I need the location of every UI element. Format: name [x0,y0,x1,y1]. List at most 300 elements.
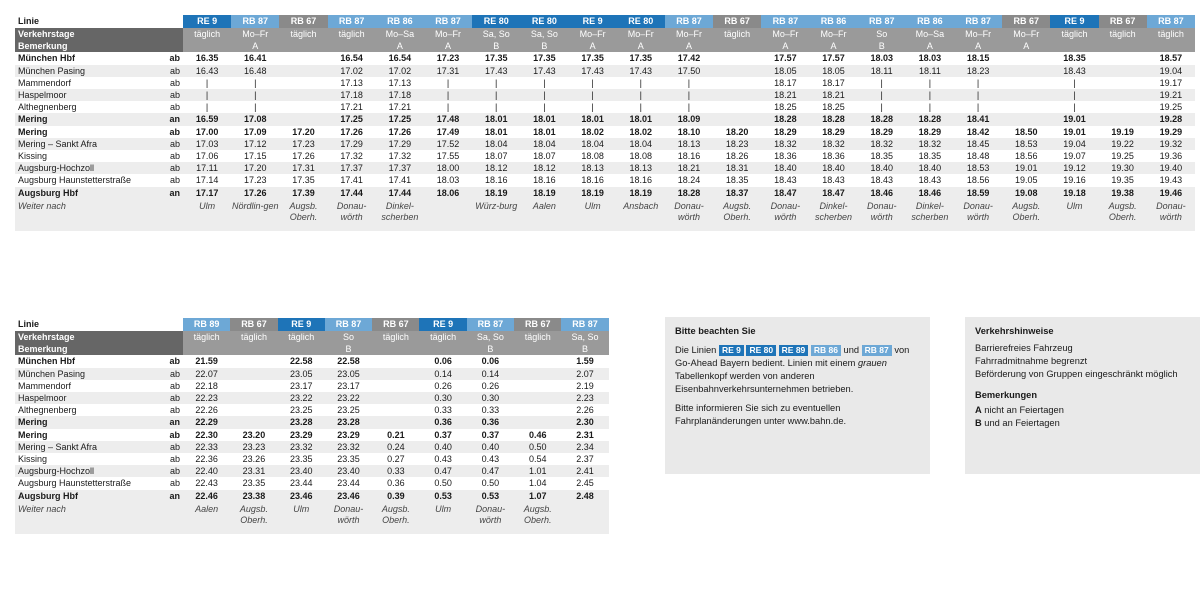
time-cell: | [472,89,520,101]
line-badge: RE 9 [183,15,231,28]
time-cell: 2.37 [576,454,594,465]
remark-key: A [975,405,982,415]
destination-cell [561,502,608,534]
days-cell: Mo–Fr [424,28,472,40]
station-name: Haspelmoor [15,392,168,404]
line-badge: RB 87 [761,15,809,28]
time-cell: | [495,102,498,113]
line-badge: RB 87 [665,15,713,28]
time-cell: 17.37 [376,162,424,174]
days-cell: täglich [1050,28,1098,40]
time-cell: 18.56 [1015,151,1038,162]
time-cell: 0.33 [372,465,419,477]
time-cell: 2.48 [561,490,608,502]
remark-cell: B [561,343,608,355]
time-cell: | [976,77,980,88]
ab-an-label: an [168,187,183,199]
ab-an-label: ab [168,162,183,174]
time-cell: 18.37 [713,187,761,199]
time-cell: 2.30 [561,416,608,428]
time-cell: | [880,102,883,113]
time-cell: 17.55 [436,151,460,162]
ab-an-label: ab [168,465,183,477]
destination-cell: Ansbach [617,199,665,231]
line-badge: RE 9 [569,15,617,28]
table-row [15,465,609,477]
line-badge: RB 86 [906,15,954,28]
time-cell: 2.07 [561,368,608,380]
time-cell: 19.21 [1147,89,1195,101]
time-cell: 1.01 [514,465,561,477]
time-cell: 17.23 [436,53,460,64]
line-badge: RE 80 [520,15,568,28]
remark-cell [183,40,231,52]
remark-cell: A [809,40,857,52]
destination-cell: Ulm [419,502,466,534]
time-cell: 17.23 [244,175,267,186]
line-badge: RB 87 [231,15,279,28]
time-cell: 22.30 [195,429,218,440]
ab-an-label: ab [169,454,180,465]
time-cell: 0.24 [372,441,419,453]
destination-cell: Donau-wörth [858,199,906,231]
time-cell: 18.48 [966,151,990,162]
remark-cell [713,40,761,52]
time-cell: 0.54 [528,454,547,465]
time-cell: 18.46 [906,187,954,199]
time-cell: 22.58 [337,356,360,367]
time-cell: 17.21 [388,102,412,113]
station-name: Mering [15,113,168,125]
remark-cell: A [954,40,1002,52]
time-cell [372,368,419,380]
remark-cell [514,343,561,355]
time-cell [713,113,761,125]
ab-an-label: ab [169,77,180,88]
remark-cell [328,40,376,52]
time-cell: 0.26 [481,380,500,391]
time-cell: 17.23 [279,138,327,150]
destination-row [15,199,1195,231]
time-cell: 18.43 [822,175,845,186]
days-cell: Mo–Fr [954,28,1002,40]
destination-cell: Augsb. Oberh. [1099,199,1147,231]
time-cell [514,355,561,367]
table-row [15,150,1195,162]
time-cell: 18.24 [677,175,701,186]
time-cell: 17.43 [569,65,617,77]
time-cell [1099,101,1147,113]
remark-cell [1099,40,1147,52]
days-cell: täglich [279,28,327,40]
destination-cell: Donau-wörth [665,199,713,231]
time-cell: | [543,77,546,88]
time-cell: 2.19 [576,380,594,391]
days-cell: täglich [1099,28,1147,40]
time-cell: 17.43 [617,65,665,77]
time-cell: | [205,77,209,88]
days-cell: Mo–Fr [231,28,279,40]
time-cell: 0.30 [419,392,466,404]
time-cell: 0.53 [467,490,514,502]
time-cell [230,416,277,428]
days-cell: täglich [1147,28,1195,40]
time-cell: 23.35 [242,478,266,489]
time-cell: 18.05 [761,65,809,77]
time-cell: 19.40 [1147,162,1195,174]
destination-cell: Aalen [520,199,568,231]
station-name: Mering [18,126,48,137]
time-cell: 18.01 [569,113,617,125]
destination-cell: Augsb. Oberh. [372,502,419,534]
time-cell: | [205,102,209,113]
time-cell: 2.45 [576,478,594,489]
remark-cell [419,343,466,355]
time-cell: 17.39 [279,187,327,199]
time-cell: 17.42 [677,53,701,64]
time-cell [514,404,561,416]
time-cell: 17.35 [629,53,653,64]
line-badge: RB 87 [561,318,608,331]
hints-list [975,342,1190,381]
time-cell: 17.50 [665,65,713,77]
time-cell: 18.04 [617,138,665,150]
time-cell: 18.03 [870,53,893,64]
time-cell: 23.32 [325,441,372,453]
remark-cell: B [858,40,906,52]
remark-item [975,417,1190,430]
time-cell: 18.32 [906,138,954,150]
time-cell: 19.12 [1050,162,1098,174]
time-cell: | [687,102,691,113]
table-row [15,174,1195,186]
destination-cell: Donau-wörth [1147,199,1195,231]
table-row [15,187,1195,199]
time-cell: 18.05 [809,65,857,77]
time-cell: 17.26 [292,151,315,162]
time-cell: 18.02 [581,126,604,137]
table-row [15,429,609,441]
time-cell: 21.59 [195,356,218,367]
station-name: Augsburg-Hochzoll [15,162,168,174]
time-cell: 17.32 [388,151,412,162]
time-cell: 0.27 [387,454,405,465]
time-cell: 0.33 [481,405,500,416]
time-cell: 0.43 [434,454,452,465]
line-chip: RE 89 [779,345,809,356]
time-cell: 23.23 [230,441,277,453]
time-cell: 17.15 [244,151,267,162]
time-cell [230,368,277,380]
time-cell [514,380,561,392]
time-cell: 18.02 [629,126,653,137]
time-cell: 2.34 [561,441,608,453]
time-cell: 2.41 [561,465,608,477]
days-cell: Mo–Fr [761,28,809,40]
time-cell: 23.38 [230,490,277,502]
linie-label: Linie [18,319,40,329]
time-cell: 23.25 [337,405,360,416]
time-cell: 23.29 [337,429,360,440]
days-cell: täglich [230,331,277,343]
time-cell: 18.16 [484,175,508,186]
time-cell: | [446,102,450,113]
remarks-title: Bemerkungen [975,390,1037,400]
time-cell: | [639,102,642,113]
timetable-1 [15,15,1200,231]
table-row [15,392,609,404]
remark-cell: A [617,40,665,52]
bemerkung-label: Bemerkung [15,343,183,355]
destination-cell: Augsb. Oberh. [514,502,561,534]
time-cell: 16.54 [340,53,363,64]
line-badge: RB 87 [325,318,372,331]
time-cell: 22.46 [183,490,230,502]
station-name: Althegnenberg [18,405,77,416]
time-cell: 22.07 [183,368,230,380]
station-name: München Hbf [18,53,75,64]
time-cell: | [591,77,594,88]
time-cell: 17.41 [340,175,363,186]
time-cell: 18.19 [472,187,520,199]
time-cell: 17.32 [340,151,363,162]
time-cell: 19.19 [1111,126,1134,137]
time-cell: 17.31 [279,162,327,174]
time-cell: 23.32 [278,441,325,453]
time-cell: | [1073,77,1076,88]
time-cell: 23.44 [337,478,360,489]
time-cell: 23.26 [242,454,266,465]
time-cell: 17.00 [195,126,219,137]
time-cell: 17.49 [436,126,460,137]
remark-key: B [975,418,982,428]
time-cell: 18.43 [870,175,893,186]
time-cell: 23.29 [289,429,313,440]
time-cell: | [591,102,594,113]
time-cell: 18.35 [918,151,942,162]
station-name: Mering – Sankt Afra [15,138,168,150]
time-cell: | [520,89,568,101]
destination-cell: Augsb. Oberh. [1002,199,1050,231]
time-cell: | [569,89,617,101]
time-cell: 0.40 [467,441,514,453]
time-cell: 0.50 [481,478,500,489]
time-cell: 0.14 [419,368,466,380]
time-cell: 1.07 [514,490,561,502]
table-row [15,162,1195,174]
station-name: Kissing [18,454,48,465]
time-cell: 18.36 [822,151,845,162]
time-cell: 22.26 [195,405,218,416]
notice-text-und: und [840,345,862,355]
time-cell: 19.22 [1099,138,1147,150]
line-badge: RB 87 [467,318,514,331]
time-cell: 23.17 [337,380,360,391]
time-cell: 22.40 [183,465,230,477]
time-cell [230,355,277,367]
time-cell: 18.29 [822,126,845,137]
table-row [15,477,609,489]
notice-text-2: Bitte informieren Sie sich zu eventuellen Fahrplanänderungen unter www.bahn.de. [675,403,847,426]
ab-an-label: an [168,416,183,428]
time-cell: 17.18 [376,89,424,101]
line-chip: RB 87 [862,345,892,356]
ab-an-label: ab [169,102,180,113]
time-cell: 18.03 [436,175,460,186]
time-cell: 23.22 [278,392,325,404]
time-cell [1099,65,1147,77]
time-cell: 19.36 [1159,151,1183,162]
ab-an-label: ab [169,175,180,186]
line-chip: RE 9 [719,345,744,356]
time-cell: 23.05 [325,368,372,380]
time-cell [713,77,761,89]
time-cell: 17.02 [376,65,424,77]
destination-cell: Ulm [183,199,231,231]
ab-an-label: an [168,113,183,125]
time-cell: 17.57 [774,53,797,64]
verkehrstage-label: Verkehrstage [15,331,183,343]
time-cell [1099,77,1147,89]
destination-cell: Donau-wörth [954,199,1002,231]
line-badge: RB 89 [183,318,230,331]
time-cell: 18.08 [629,151,653,162]
time-cell: 18.26 [725,151,749,162]
time-cell: | [231,89,279,101]
remark-cell: A [376,40,424,52]
time-cell: 18.19 [569,187,617,199]
time-cell: 19.01 [1002,162,1050,174]
time-cell: 0.21 [387,429,405,440]
time-cell: 18.04 [472,138,520,150]
time-cell: 19.25 [1159,102,1183,113]
remark-text: und an Feiertagen [981,418,1060,428]
time-cell: 18.32 [858,138,906,150]
days-row [15,28,1195,40]
days-cell: täglich [514,331,561,343]
time-cell: 19.08 [1002,187,1050,199]
time-cell: 18.07 [533,151,556,162]
line-badge: RB 67 [372,318,419,331]
time-cell: 17.11 [183,162,231,174]
time-cell: 18.11 [858,65,906,77]
station-name: Mammendorf [18,77,72,88]
days-cell: täglich [183,331,230,343]
time-cell: 23.31 [230,465,277,477]
time-cell: 18.23 [954,65,1002,77]
days-cell: Mo–Sa [376,28,424,40]
time-cell: 18.45 [954,138,1002,150]
days-cell: So [325,331,372,343]
line-badge: RB 67 [1002,15,1050,28]
destination-cell: Aalen [183,502,230,534]
days-row [15,331,609,343]
line-header-row [15,318,609,331]
time-cell [372,355,419,367]
time-cell: 17.02 [328,65,376,77]
table-row [15,52,1195,64]
line-badge: RB 67 [230,318,277,331]
timetable-2-table [15,318,609,534]
remark-cell: A [1002,40,1050,52]
time-cell: 17.37 [328,162,376,174]
time-cell: 19.04 [1050,138,1098,150]
station-name: Althegnenberg [18,102,77,113]
days-cell: Mo–Fr [809,28,857,40]
time-cell: 0.36 [419,416,466,428]
table-row [15,404,609,416]
hints-title: Verkehrshinweise [975,326,1054,336]
time-cell: 23.28 [278,416,325,428]
time-cell [279,52,327,64]
destination-cell: Donau-wörth [328,199,376,231]
line-badge: RE 9 [1050,15,1098,28]
notice-text-pre: Die Linien [675,345,719,355]
remark-cell: A [665,40,713,52]
time-cell: 18.28 [761,113,809,125]
time-cell: 18.23 [713,138,761,150]
hint-item: Barrierefreies Fahrzeug [975,343,1073,353]
line-badge: RB 87 [424,15,472,28]
time-cell: 18.53 [1002,138,1050,150]
time-cell [713,52,761,64]
time-cell: 17.20 [231,162,279,174]
time-cell: | [1050,89,1098,101]
time-cell: 18.16 [581,175,604,186]
time-cell: 18.57 [1159,53,1183,64]
time-cell: 18.21 [809,89,857,101]
days-cell: Mo–Fr [665,28,713,40]
time-cell [713,65,761,77]
time-cell: 0.36 [467,416,514,428]
time-cell: 19.30 [1099,162,1147,174]
time-cell: 18.08 [581,151,604,162]
notice-text [675,344,920,396]
time-cell [1002,101,1050,113]
time-cell [713,89,761,101]
line-badge: RE 9 [419,318,466,331]
time-cell: 16.35 [195,53,219,64]
time-cell: 0.33 [434,405,452,416]
time-cell: 17.13 [388,77,412,88]
notice-text-rest: Tabellenkopf werden von anderen Eisenbahnverkehrsunternehmen betrieben. [675,371,854,394]
time-cell [279,113,327,125]
time-cell: 18.09 [665,113,713,125]
time-cell: 18.59 [954,187,1002,199]
time-cell: 18.29 [774,126,797,137]
time-cell: | [543,102,546,113]
line-badge: RE 80 [472,15,520,28]
time-cell: | [183,89,231,101]
time-cell: 18.06 [424,187,472,199]
time-cell [1002,65,1050,77]
table-row [15,441,609,453]
time-cell: 17.26 [340,126,363,137]
time-cell: 18.25 [774,102,797,113]
time-cell: | [665,89,713,101]
time-cell: 18.04 [569,138,617,150]
destination-cell: Ulm [569,199,617,231]
time-cell: 0.53 [419,490,466,502]
station-name: Augsburg Hbf [15,490,168,502]
time-cell: 18.42 [966,126,990,137]
remark-cell [1050,40,1098,52]
time-cell [230,404,277,416]
table-row [15,101,1195,113]
time-cell: 17.29 [376,138,424,150]
time-cell: 17.35 [292,175,315,186]
station-name: Augsburg Hbf [15,187,168,199]
